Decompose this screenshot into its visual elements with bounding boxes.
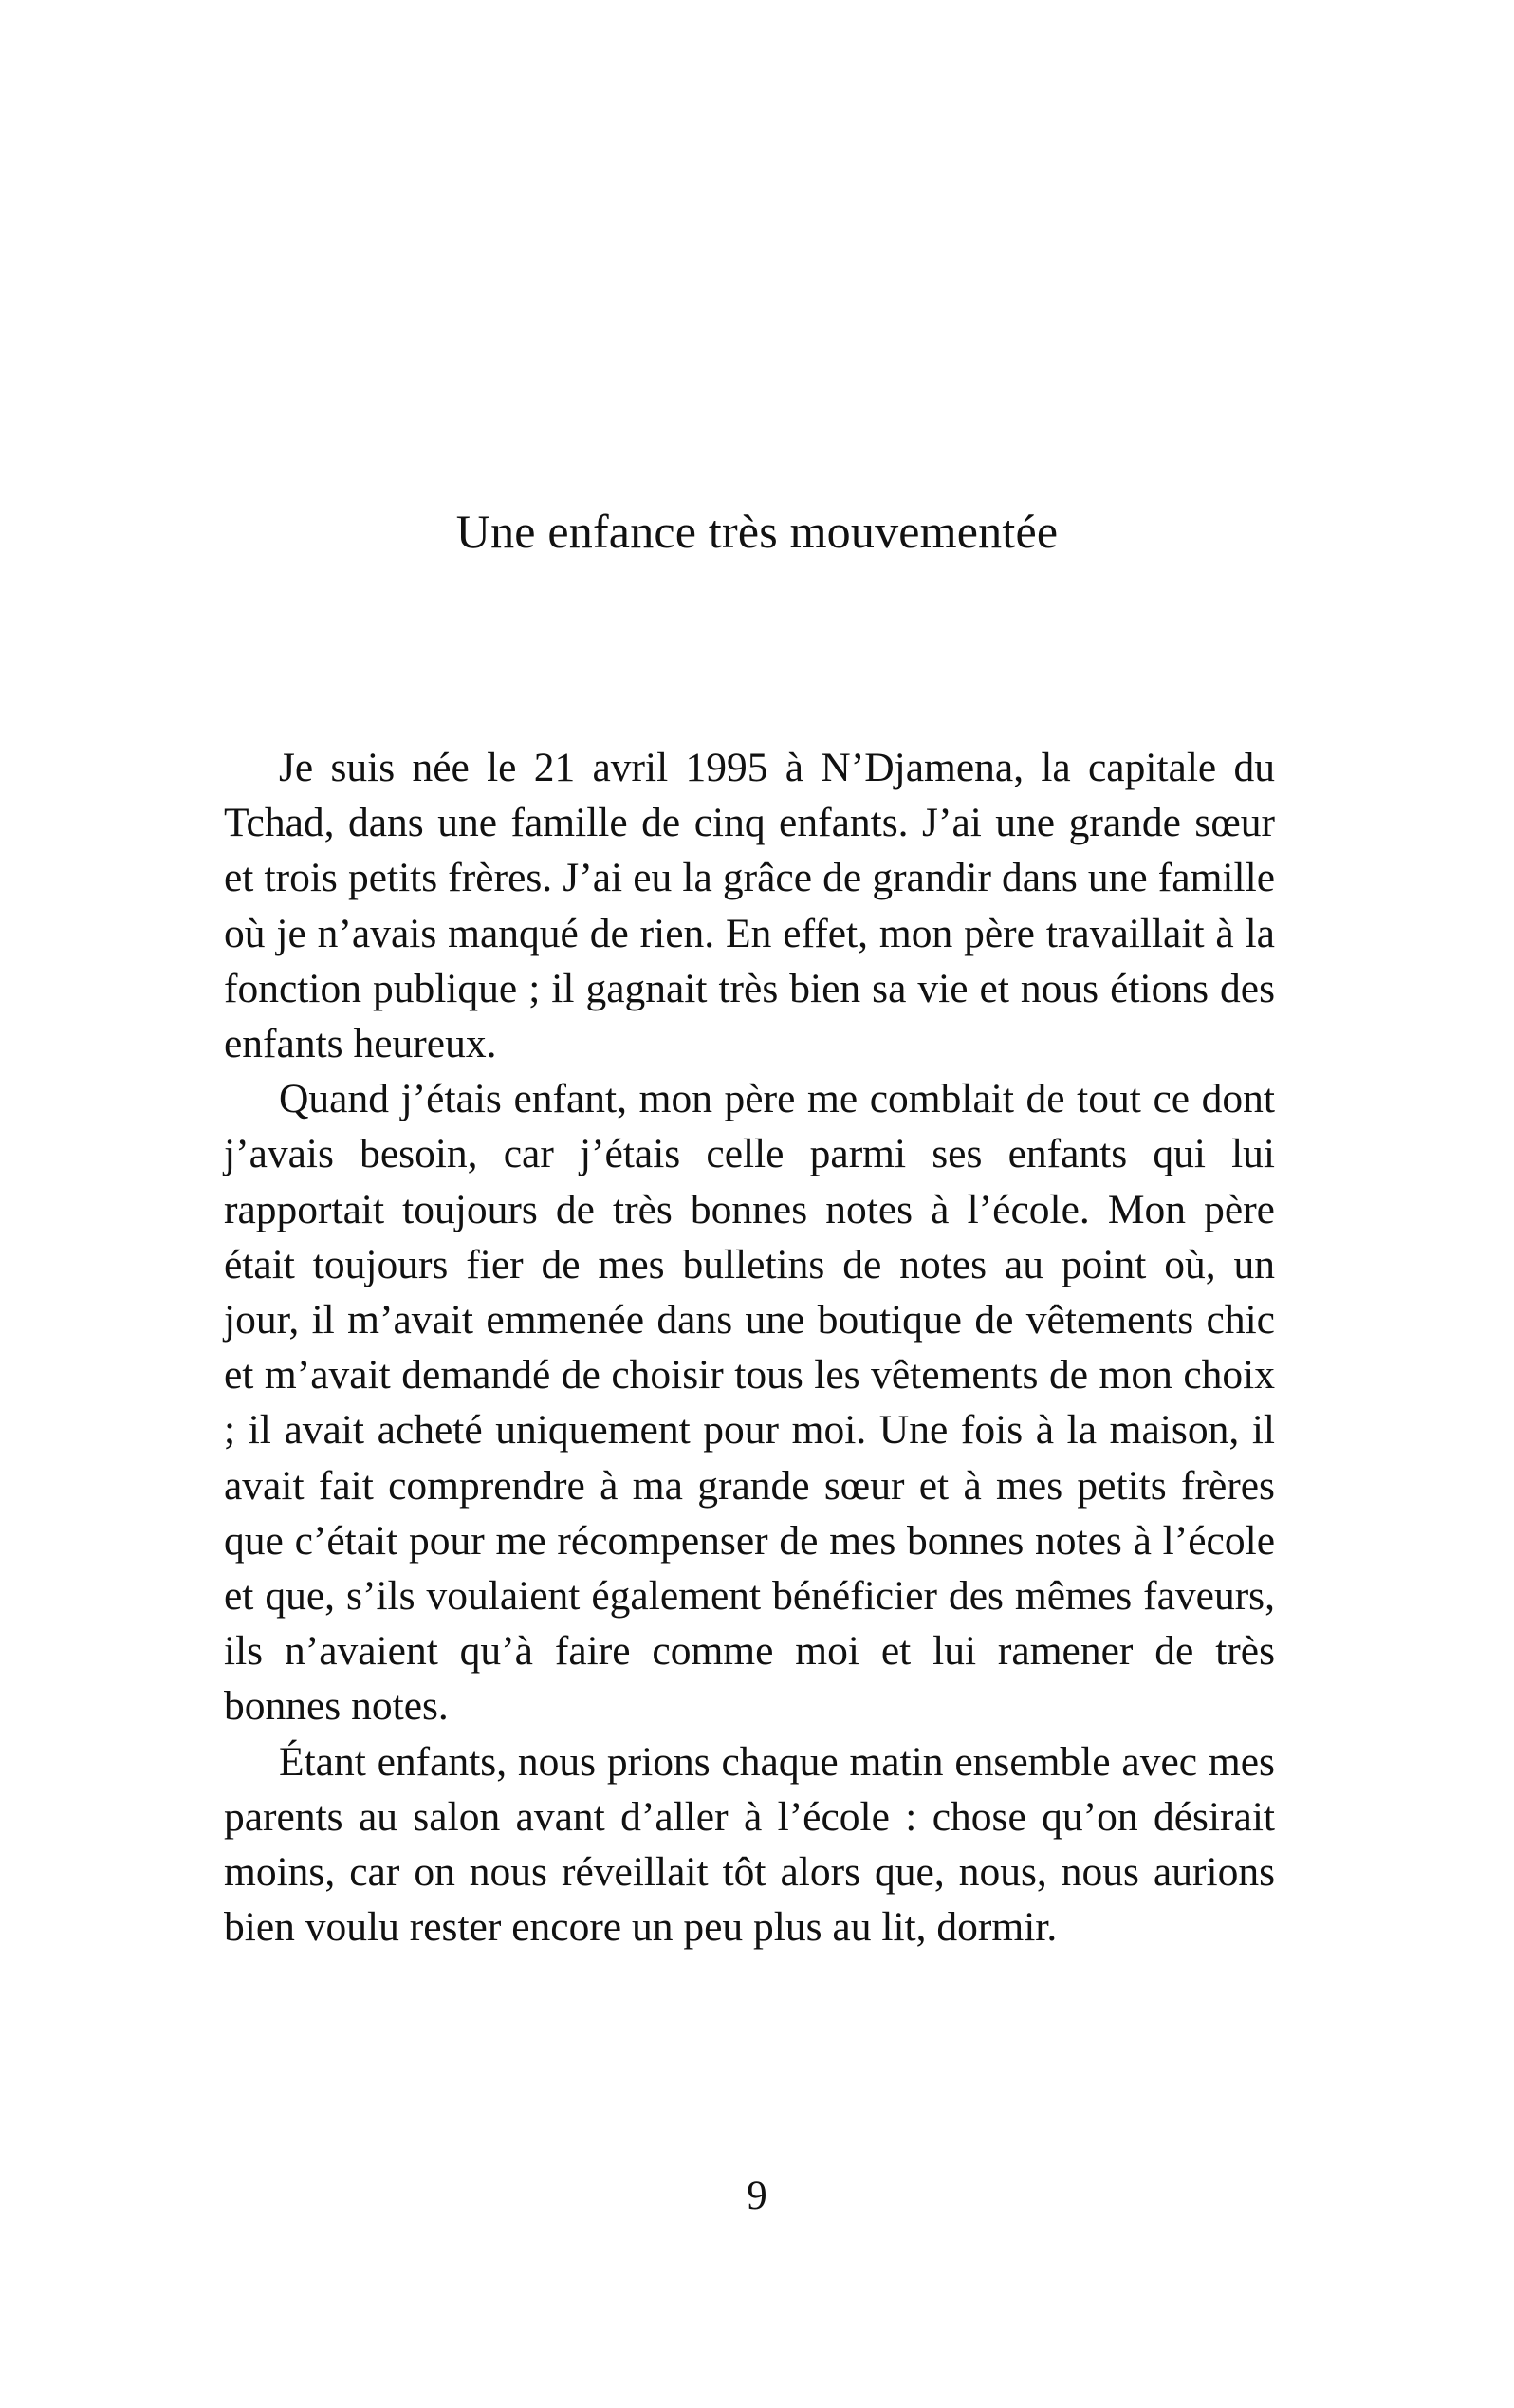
paragraph-2: Quand j’étais enfant, mon père me comblait de tout ce dont j’avais besoin, car j’étais celle parmi ses enfants qui lui rapportait toujours de très bonnes notes à l’école. Mon père était toujours fier de mes bulletins de notes au point où, un jour, il m’avait emmenée dans une boutique de vêtements chic et m’avait demandé de choisir tous les vêtements de mon choix ; il avait acheté uniquement pour moi. Une fois à la maison, il avait fait comprendre à ma grande sœur et à mes petits frères que c’était pour me récompenser de mes bonnes notes à l’école et que, s’ils voulaient également bénéficier des mêmes faveurs, ils n’avaient qu’à faire comme moi et lui ramener de très bonnes notes.	[224, 1076, 1275, 1730]
body-text	[224, 740, 1275, 1954]
paragraph-3: Étant enfants, nous prions chaque matin ensemble avec mes parents au salon avant d’aller à l’école : chose qu’on désirait moins, car on nous réveillait tôt alors que, nous, nous aurions bien voulu rester encore un peu plus au lit, dormir.	[224, 1738, 1275, 1951]
chapter-title: Une enfance très mouvementée	[455, 505, 1059, 558]
page-number: 9	[747, 2174, 767, 2218]
paragraph-1: Je suis née le 21 avril 1995 à N’Djamena, la capitale du Tchad, dans une famille de cinq enfants. J’ai une grande sœur et trois petits frères. J’ai eu la grâce de grandir dans une famille où je n’avais manqué de rien. En effet, mon père travaillait à la fonction publique ; il gagnait très bien sa vie et nous étions des enfants heureux.	[224, 745, 1275, 1067]
